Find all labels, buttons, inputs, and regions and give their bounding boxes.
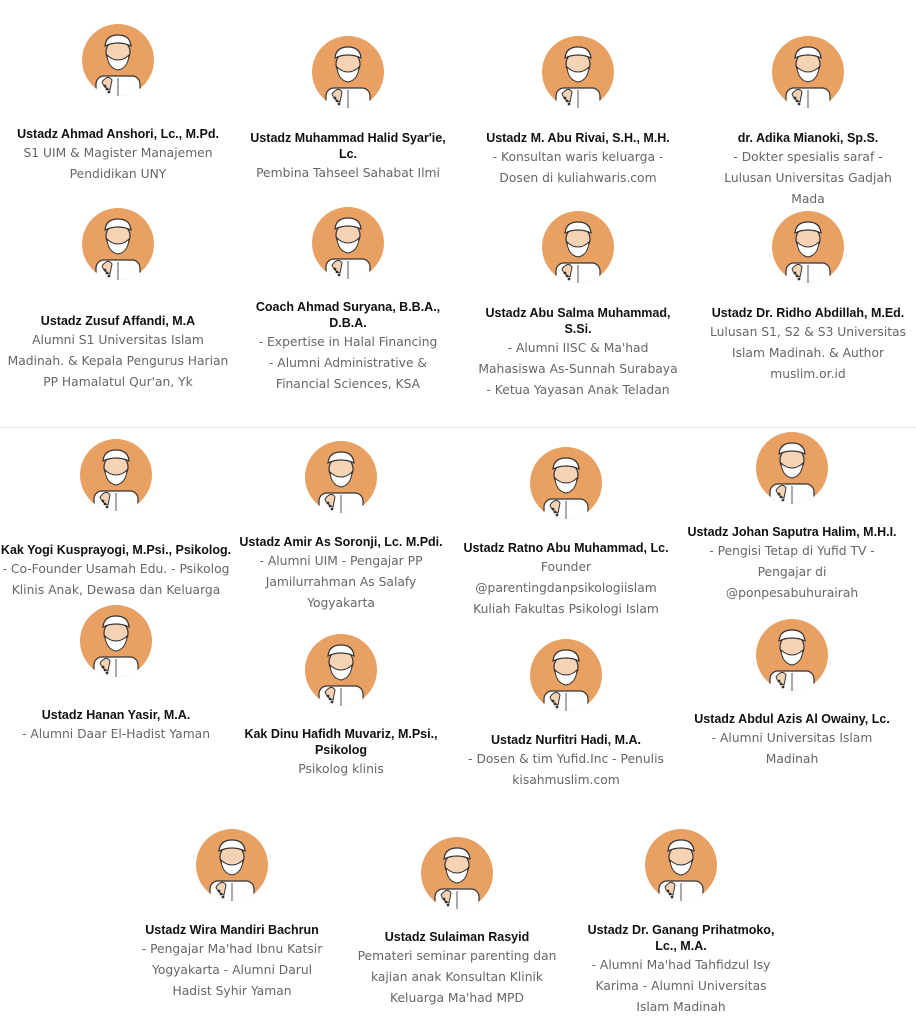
speaker-text — [228, 299, 468, 395]
speaker-avatar — [196, 829, 268, 901]
speaker-name: Ustadz M. Abu Rivai, S.H., M.H. — [486, 131, 670, 145]
speaker-text — [458, 130, 698, 189]
speaker-name: Ustadz Zusuf Affandi, M.A — [40, 314, 196, 328]
speaker-avatar — [82, 208, 154, 280]
muslim-man-avatar-icon — [312, 207, 384, 279]
speaker-name: dr. Adika Mianoki, Sp.S. — [737, 131, 879, 145]
muslim-man-avatar-icon — [772, 36, 844, 108]
speaker-description: - Pengajar Ma'had Ibnu Katsir Yogyakarta - Alumni Darul Hadist Syhir Yaman — [141, 942, 323, 998]
muslim-man-avatar-icon — [772, 211, 844, 283]
speaker-avatar — [305, 634, 377, 706]
muslim-man-avatar-icon — [80, 605, 152, 677]
muslim-man-avatar-icon — [542, 211, 614, 283]
muslim-man-avatar-icon — [82, 24, 154, 96]
speaker-avatar — [80, 605, 152, 677]
speaker-avatar — [772, 211, 844, 283]
speaker-name: Ustadz Amir As Soronji, Lc. M.Pdi. — [239, 535, 443, 549]
speaker-text — [446, 732, 686, 791]
speaker-text — [337, 929, 577, 1009]
speaker-text — [561, 922, 801, 1018]
speaker-description: - Dokter spesialis saraf - Lulusan Universitas Gadjah Mada — [724, 150, 892, 206]
muslim-man-avatar-icon — [542, 36, 614, 108]
muslim-man-avatar-icon — [530, 447, 602, 519]
speaker-name: Ustadz Sulaiman Rasyid — [384, 930, 530, 944]
speaker-name: Ustadz Johan Saputra Halim, M.H.I. — [687, 525, 897, 539]
speaker-name: Ustadz Abdul Azis Al Owainy, Lc. — [694, 712, 890, 726]
speaker-avatar — [312, 36, 384, 108]
speaker-description: Alumni S1 Universitas Islam Madinah. & Kepala Pengurus Harian PP Hamalatul Qur'an, Yk — [7, 333, 229, 389]
speaker-avatar — [772, 36, 844, 108]
muslim-man-avatar-icon — [305, 441, 377, 513]
speaker-description: - Co-Founder Usamah Edu. - Psikolog Klinis Anak, Dewasa dan Keluarga — [2, 562, 230, 597]
section-divider — [0, 427, 916, 428]
speaker-description: - Alumni IISC & Ma'had Mahasiswa As-Sunnah Surabaya - Ketua Yayasan Anak Teladan — [478, 341, 678, 397]
speaker-text — [221, 534, 461, 614]
speaker-text — [688, 305, 916, 385]
muslim-man-avatar-icon — [196, 829, 268, 901]
speaker-name: Ustadz Abu Salma Muhammad, S.Si. — [485, 306, 671, 336]
muslim-man-avatar-icon — [82, 208, 154, 280]
speaker-description: Lulusan S1, S2 & S3 Universitas Islam Madinah. & Author muslim.or.id — [710, 325, 906, 381]
speaker-description: - Alumni UIM - Pengajar PP Jamilurrahman As Salafy Yogyakarta — [259, 554, 423, 610]
speaker-text — [0, 542, 236, 601]
speaker-name: Ustadz Hanan Yasir, M.A. — [41, 708, 191, 722]
speaker-name: Ustadz Dr. Ganang Prihatmoko, Lc., M.A. — [587, 923, 775, 953]
speaker-description: Pembina Tahseel Sahabat Ilmi — [256, 166, 440, 180]
muslim-man-avatar-icon — [756, 432, 828, 504]
muslim-man-avatar-icon — [305, 634, 377, 706]
speaker-text — [0, 707, 236, 745]
speaker-name: Ustadz Dr. Ridho Abdillah, M.Ed. — [711, 306, 905, 320]
speaker-text — [0, 313, 238, 393]
speaker-text — [0, 126, 238, 185]
muslim-man-avatar-icon — [645, 829, 717, 901]
speaker-avatar — [80, 439, 152, 511]
muslim-man-avatar-icon — [530, 639, 602, 711]
speaker-avatar — [305, 441, 377, 513]
muslim-man-avatar-icon — [80, 439, 152, 511]
speaker-text — [228, 130, 468, 184]
speaker-avatar — [312, 207, 384, 279]
speaker-name: Kak Dinu Hafidh Muvariz, M.Psi., Psikolog — [244, 727, 438, 757]
speaker-description: - Alumni Daar El-Hadist Yaman — [22, 727, 210, 741]
speaker-text — [688, 130, 916, 210]
speaker-avatar — [82, 24, 154, 96]
speaker-text — [672, 711, 912, 770]
speaker-avatar — [421, 837, 493, 909]
muslim-man-avatar-icon — [421, 837, 493, 909]
speaker-text — [112, 922, 352, 1002]
speaker-text — [446, 540, 686, 620]
speaker-name: Coach Ahmad Suryana, B.B.A., D.B.A. — [255, 300, 441, 330]
speaker-description: - Konsultan waris keluarga - Dosen di kuliahwaris.com — [492, 150, 664, 185]
speaker-avatar — [542, 211, 614, 283]
speaker-description: Founder @parentingdanpsikologiislam Kuliah Fakultas Psikologi Islam — [473, 560, 659, 616]
speaker-text — [221, 726, 461, 780]
speaker-name: Ustadz Ratno Abu Muhammad, Lc. — [463, 541, 669, 555]
speaker-avatar — [645, 829, 717, 901]
speaker-avatar — [756, 619, 828, 691]
speaker-text — [458, 305, 698, 401]
speaker-text — [672, 524, 912, 604]
speaker-description: Pemateri seminar parenting dan kajian anak Konsultan Klinik Keluarga Ma'had MPD — [357, 949, 557, 1005]
speaker-name: Ustadz Ahmad Anshori, Lc., M.Pd. — [17, 127, 219, 141]
speaker-avatar — [530, 447, 602, 519]
muslim-man-avatar-icon — [756, 619, 828, 691]
speaker-avatar — [530, 639, 602, 711]
speaker-name: Kak Yogi Kusprayogi, M.Psi., Psikolog. — [0, 543, 232, 557]
speaker-avatar — [542, 36, 614, 108]
speaker-description: - Alumni Ma'had Tahfidzul Isy Karima - Alumni Universitas Islam Madinah — [591, 958, 771, 1014]
speaker-description: S1 UIM & Magister Manajemen Pendidikan UNY — [23, 146, 213, 181]
muslim-man-avatar-icon — [312, 36, 384, 108]
speaker-description: - Dosen & tim Yufid.Inc - Penulis kisahmuslim.com — [468, 752, 664, 787]
speaker-description: - Expertise in Halal Financing - Alumni Administrative & Financial Sciences, KSA — [258, 335, 438, 391]
speaker-description: - Pengisi Tetap di Yufid TV - Pengajar di @ponpesabuhurairah — [709, 544, 875, 600]
speaker-description: Psikolog klinis — [298, 762, 384, 776]
speaker-description: - Alumni Universitas Islam Madinah — [711, 731, 873, 766]
speaker-name: Ustadz Wira Mandiri Bachrun — [145, 923, 319, 937]
speaker-name: Ustadz Muhammad Halid Syar'ie, Lc. — [250, 131, 446, 161]
speaker-avatar — [756, 432, 828, 504]
speaker-name: Ustadz Nurfitri Hadi, M.A. — [490, 733, 641, 747]
